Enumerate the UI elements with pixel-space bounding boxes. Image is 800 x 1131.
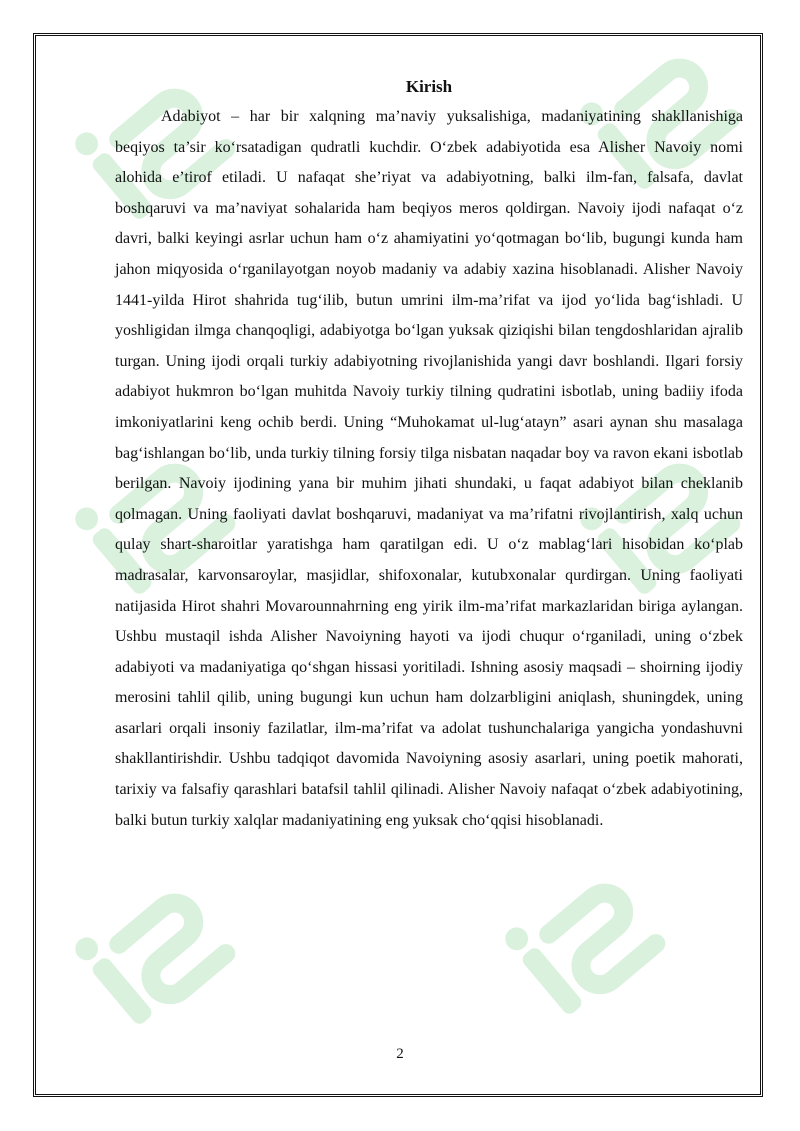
body-paragraph: Adabiyot – har bir xalqning ma’naviy yuksalishiga, madaniyatining shakllanishiga beqiyos ta’sir ko‘rsatadigan qudratli kuchdir. O‘zbek adabiyotida esa Alisher Navoiy nomi alohida e’tirof etiladi. U nafaqat she’riyat va adabiyotning, balki ilm-fan, falsafa, davlat boshqaruvi va ma’naviyat sohalarida ham beqiyos meros qoldirgan. Navoiy ijodi nafaqat o‘z davri, balki keyingi asrlar uchun ham o‘z ahamiyatini yo‘qotmagan bo‘lib, bugungi kunda ham jahon miqyosida o‘rganilayotgan noyob madaniy va adabiy xazina hisoblanadi. Alisher Navoiy 1441-yilda Hirot shahrida tug‘ilib, butun umrini ilm-ma’rifat va ijod yo‘lida bag‘ishladi. U yoshligidan ilmga chanqoqligi, adabiyotga bo‘lgan yuksak qiziqishi bilan tengdoshlaridan ajralib turgan. Uning ijodi orqali turkiy adabiyotning rivojlanishida yangi davr boshlandi. Ilgari forsiy adabiyot hukmron bo‘lgan muhitda Navoiy turkiy tilning qudratini isbotlab, uning badiiy ifoda imkoniyatlarini keng ochib berdi. Uning “Muhokamat ul-lug‘atayn” asari aynan shu masalaga bag‘ishlangan bo‘lib, unda turkiy tilning forsiy tilga nisbatan naqadar boy va ravon ekani isbotlab berilgan. Navoiy ijodining yana bir muhim jihati shundaki, u faqat adabiyot bilan cheklanib qolmagan. Uning faoliyati davlat boshqaruvi, madaniyat va ma’rifatni rivojlantirish, xalq uchun qulay shart-sharoitlar yaratishga ham qaratilgan edi. U o‘z mablag‘lari hisobidan ko‘plab madrasalar, karvonsaroylar, masjidlar, shifoxonalar, kutubxonalar qurdirgan. Uning faoliyati natijasida Hirot shahri Movarounnahrning eng yirik ilm-ma’rifat markazlaridan biriga aylangan. Ushbu mustaqil ishda Alisher Navoiyning hayoti va ijodi chuqur o‘rganiladi, uning o‘zbek adabiyoti va madaniyatiga qo‘shgan hissasi yoritiladi. Ishning asosiy maqsadi – shoirning ijodiy merosini tahlil qilib, uning bugungi kun uchun ham dolzarbligini aniqlash, shuningdek, uning asarlari orqali insoniy fazilatlar, ilm-ma’rifat va adolat tushunchalariga yangicha yondashuvni shakllantirishdir. Ushbu tadqiqot davomida Navoiyning asosiy asarlari, uning poetik mahorati, tarixiy va falsafiy qarashlari batafsil tahlil qilinadi. Alisher Navoiy nafaqat o‘zbek adabiyotining, balki butun turkiy xalqlar madaniyatining eng yuksak cho‘qqisi hisoblanadi. (115, 108, 743, 829)
page-number: 2 (396, 1046, 404, 1062)
page-title: Kirish (405, 77, 453, 96)
document-content (115, 74, 743, 836)
